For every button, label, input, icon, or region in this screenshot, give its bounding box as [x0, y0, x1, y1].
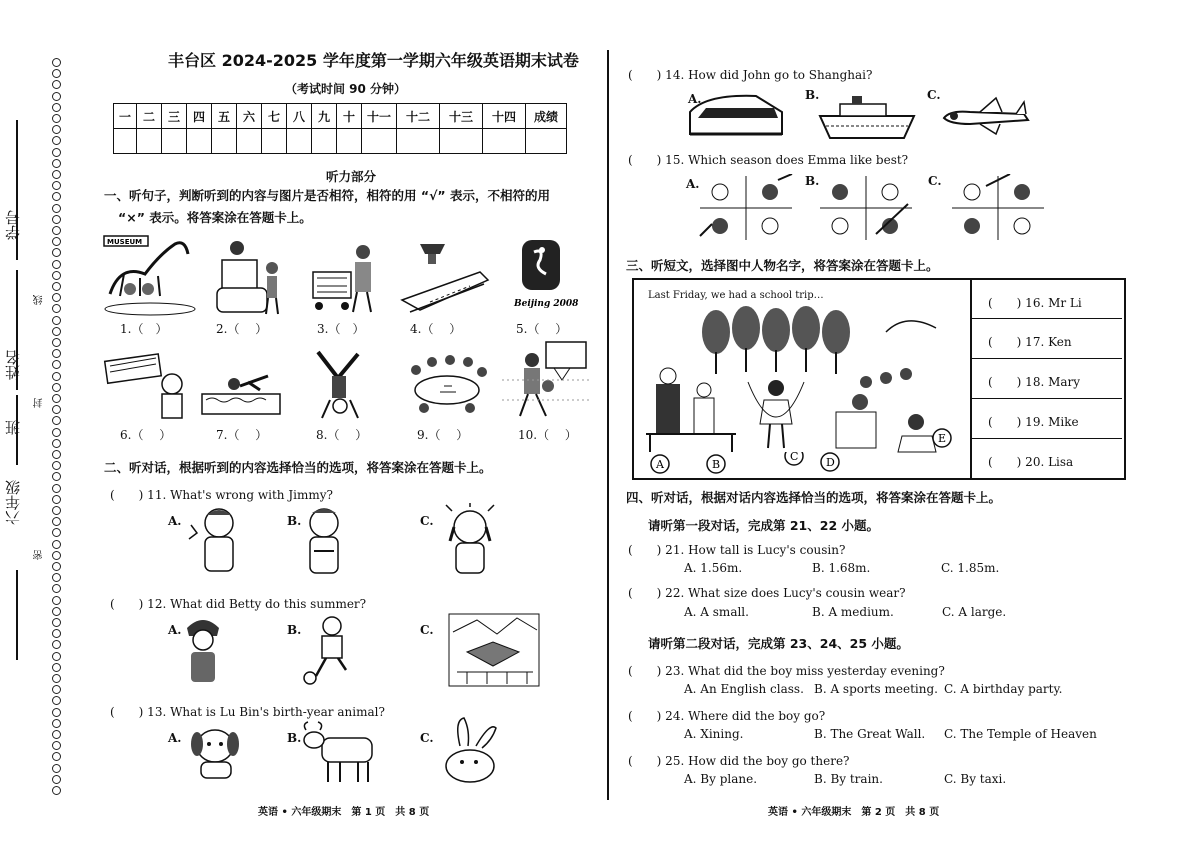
binding-hole [52, 58, 61, 67]
q11-backache-picture [185, 505, 247, 577]
q23-option-b[interactable]: B. A sports meeting. [814, 682, 938, 696]
q25-option-c[interactable]: C. By taxi. [944, 772, 1007, 786]
binding-hole [52, 775, 61, 784]
score-header-cell: 九 [312, 104, 337, 129]
basketball-picture [502, 340, 592, 422]
binding-hole [52, 204, 61, 213]
binding-hole [52, 517, 61, 526]
exam-duration: （考试时间 90 分钟） [285, 82, 407, 96]
s1-item-7[interactable]: 7.（ ） [216, 428, 268, 442]
score-entry-cell[interactable] [114, 129, 137, 154]
score-entry-cell[interactable] [212, 129, 237, 154]
score-entry-cell[interactable] [187, 129, 212, 154]
q15-seasons-b-picture [818, 174, 914, 242]
seal-seal-mark: 封 [34, 398, 45, 408]
score-entry-cell[interactable] [262, 129, 287, 154]
binding-hole [52, 528, 61, 537]
binding-hole [52, 136, 61, 145]
binding-hole [52, 506, 61, 515]
binding-hole [52, 271, 61, 280]
q24-option-b[interactable]: B. The Great Wall. [814, 727, 926, 741]
binding-hole [52, 484, 61, 493]
marker-a: A [656, 458, 664, 471]
marker-c: C [790, 452, 799, 463]
binding-hole [52, 304, 61, 313]
score-header-cell: 六 [237, 104, 262, 129]
binding-hole [52, 248, 61, 257]
q12-option-b[interactable]: B. [287, 623, 302, 637]
pharmacy-counter-picture [212, 238, 287, 316]
section3-instruction: 三、听短文，选择图中人物名字，将答案涂在答题卡上。 [626, 258, 939, 273]
q21-option-a[interactable]: A. 1.56m. [684, 561, 743, 575]
school-trip-markers [648, 452, 948, 476]
score-entry-cell[interactable] [237, 129, 262, 154]
binding-hole [52, 349, 61, 358]
binding-hole [52, 114, 61, 123]
page-divider [607, 50, 609, 800]
score-entry-cell[interactable] [526, 129, 567, 154]
binding-hole [52, 495, 61, 504]
score-entry-cell[interactable] [362, 129, 397, 154]
q13-rabbit-picture [440, 716, 500, 786]
q12-football-picture [302, 614, 360, 686]
score-header-cell: 五 [212, 104, 237, 129]
score-header-cell: 成绩 [526, 104, 567, 129]
q21-option-b[interactable]: B. 1.68m. [812, 561, 871, 575]
name-16-text: ( ) 16. Mr Li [988, 296, 1082, 310]
seal-secret-mark: 密 [34, 550, 45, 560]
id-label: 学号 [4, 210, 22, 240]
binding-hole [52, 69, 61, 78]
binding-hole [52, 618, 61, 627]
q22-option-c[interactable]: C. A large. [942, 605, 1007, 619]
s1-item-5[interactable]: 5.（ ） [516, 322, 568, 336]
score-entry-cell[interactable] [162, 129, 187, 154]
s1-item-10[interactable]: 10.（ ） [518, 428, 577, 442]
s1-item-3[interactable]: 3.（ ） [317, 322, 365, 336]
binding-hole [52, 226, 61, 235]
q12-option-a[interactable]: A. [168, 623, 182, 637]
binding-hole [52, 685, 61, 694]
section1-instruction-line2: “×” 表示。将答案涂在答题卡上。 [118, 210, 312, 225]
score-entry-cell[interactable] [312, 129, 337, 154]
s1-item-6[interactable]: 6.（ ） [120, 428, 172, 442]
binding-hole [52, 461, 61, 470]
name-label: 姓名 [4, 350, 22, 380]
binding-hole [52, 551, 61, 560]
binding-hole [52, 260, 61, 269]
binding-hole [52, 316, 61, 325]
score-entry-cell[interactable] [137, 129, 162, 154]
binding-hole [52, 181, 61, 190]
q13-ox-picture [300, 720, 380, 786]
grade-fill-line[interactable] [16, 570, 18, 660]
bus-stop-picture [100, 352, 190, 422]
q14-option-c[interactable]: C. [927, 88, 941, 102]
grade-label: 六年级 [4, 480, 22, 525]
q24-option-a[interactable]: A. Xining. [684, 727, 744, 741]
seal-line-mark: 线 [34, 295, 45, 305]
binding-hole [52, 730, 61, 739]
name-19-text: ( ) 19. Mike [988, 415, 1079, 429]
score-header-cell: 十二 [397, 104, 440, 129]
binding-hole [52, 338, 61, 347]
binding-hole [52, 439, 61, 448]
binding-hole [52, 383, 61, 392]
score-header-cell: 七 [262, 104, 287, 129]
q12-option-c[interactable]: C. [420, 623, 434, 637]
name-17-text: ( ) 17. Ken [988, 335, 1072, 349]
q24-option-c[interactable]: C. The Temple of Heaven [944, 727, 1097, 741]
binding-hole [52, 708, 61, 717]
marker-e: E [938, 432, 947, 445]
name-20-text: ( ) 20. Lisa [988, 455, 1074, 469]
q15-option-c[interactable]: C. [928, 174, 942, 188]
binding-hole [52, 584, 61, 593]
marker-d: D [826, 456, 835, 469]
score-header-cell: 十一 [362, 104, 397, 129]
q21-text[interactable]: ( ) 21. How tall is Lucy's cousin? [628, 543, 846, 557]
q12-text[interactable]: ( ) 12. What did Betty do this summer? [110, 597, 367, 611]
binding-hole [52, 80, 61, 89]
binding-hole [52, 125, 61, 134]
score-header-cell: 八 [287, 104, 312, 129]
q11-option-a[interactable]: A. [168, 514, 182, 528]
score-header-cell: 十四 [483, 104, 526, 129]
binding-hole [52, 103, 61, 112]
q14-option-a[interactable]: A. [688, 92, 702, 106]
q15-text[interactable]: ( ) 15. Which season does Emma like best? [628, 153, 909, 167]
binding-hole [52, 450, 61, 459]
score-entry-cell[interactable] [483, 129, 526, 154]
s1-item-2[interactable]: 2.（ ） [216, 322, 268, 336]
q11-text[interactable]: ( ) 11. What's wrong with Jimmy? [110, 488, 333, 502]
binding-hole [52, 360, 61, 369]
score-entry-cell[interactable] [337, 129, 362, 154]
binding-hole [52, 719, 61, 728]
q15-option-b[interactable]: B. [805, 174, 820, 188]
name-row-20[interactable] [972, 438, 1122, 479]
q14-ship-picture [818, 96, 918, 140]
dinosaur-museum-picture [100, 234, 200, 316]
q23-text[interactable]: ( ) 23. What did the boy miss yesterday evening? [628, 664, 945, 678]
marker-b: B [712, 458, 721, 471]
q25-text[interactable]: ( ) 25. How did the boy go there? [628, 754, 850, 768]
q12-opera-picture [183, 614, 223, 686]
high-speed-train-picture [400, 240, 490, 316]
binding-hole [52, 416, 61, 425]
binding-hole [52, 663, 61, 672]
section1-instruction-line1: 一、听句子，判断听到的内容与图片是否相符，相符的用 “√” 表示，不相符的用 [104, 188, 550, 203]
q23-option-c[interactable]: C. A birthday party. [944, 682, 1063, 696]
q13-option-b[interactable]: B. [287, 731, 302, 745]
binding-hole [52, 405, 61, 414]
q21-option-c[interactable]: C. 1.85m. [941, 561, 1000, 575]
binding-hole [52, 674, 61, 683]
q15-seasons-a-picture [698, 174, 794, 242]
section4-instruction: 四、听对话，根据对话内容选择恰当的选项，将答案涂在答题卡上。 [626, 490, 1002, 505]
name-row-17[interactable] [972, 318, 1122, 359]
q14-text[interactable]: ( ) 14. How did John go to Shanghai? [628, 68, 873, 82]
page1-footer: 英语 • 六年级期末 第 1 页 共 8 页 [258, 807, 430, 818]
beijing-2008-text: Beijing 2008 [514, 299, 579, 309]
q14-plane-picture [940, 96, 1030, 136]
q13-dog-picture [185, 720, 247, 782]
s1-item-8[interactable]: 8.（ ） [316, 428, 368, 442]
binding-hole [52, 540, 61, 549]
name-row-16[interactable] [972, 278, 1122, 318]
score-header-cell: 十 [337, 104, 362, 129]
score-header-cell: 十三 [440, 104, 483, 129]
school-trip-marker-e [930, 426, 954, 450]
score-entry-cell[interactable] [287, 129, 312, 154]
score-header-cell: 三 [162, 104, 187, 129]
q25-option-b[interactable]: B. By train. [814, 772, 883, 786]
binding-hole [52, 652, 61, 661]
museum-sign-text: MUSEUM [107, 238, 143, 246]
binding-hole [52, 607, 61, 616]
binding-hole [52, 562, 61, 571]
q22-option-b[interactable]: B. A medium. [812, 605, 894, 619]
school-trip-caption: Last Friday, we had a school trip… [648, 290, 824, 301]
binding-hole [52, 92, 61, 101]
q24-text[interactable]: ( ) 24. Where did the boy go? [628, 709, 826, 723]
binding-hole [52, 394, 61, 403]
binding-hole [52, 741, 61, 750]
handstand-picture [310, 348, 370, 422]
binding-hole [52, 696, 61, 705]
q14-option-b[interactable]: B. [805, 88, 820, 102]
binding-hole [52, 640, 61, 649]
score-header-cell: 四 [187, 104, 212, 129]
binding-hole [52, 573, 61, 582]
binding-hole [52, 596, 61, 605]
score-header-cell: 一 [114, 104, 137, 129]
binding-hole [52, 327, 61, 336]
score-entry-cell[interactable] [397, 129, 440, 154]
binding-hole [52, 428, 61, 437]
binding-hole [52, 372, 61, 381]
q11-headache-picture [440, 503, 500, 575]
q13-text[interactable]: ( ) 13. What is Lu Bin's birth-year animal? [110, 705, 385, 719]
s1-item-1[interactable]: 1.（ ） [120, 322, 168, 336]
listening-heading: 听力部分 [326, 169, 377, 184]
q11-stomachache-picture [300, 505, 348, 577]
binding-hole [52, 472, 61, 481]
q12-bridge-picture [447, 612, 542, 690]
family-dinner-picture [404, 346, 490, 422]
binding-hole [52, 764, 61, 773]
binding-hole [52, 282, 61, 291]
q15-option-a[interactable]: A. [686, 177, 700, 191]
s1-item-9[interactable]: 9.（ ） [417, 428, 469, 442]
q13-option-a[interactable]: A. [168, 731, 182, 745]
section4-part2: 请听第二段对话，完成第 23、24、25 小题。 [648, 636, 909, 651]
section4-part1: 请听第一段对话，完成第 21、22 小题。 [648, 518, 879, 533]
q22-option-a[interactable]: A. A small. [684, 605, 749, 619]
score-table [113, 103, 567, 154]
binding-hole [52, 629, 61, 638]
binding-hole [52, 786, 61, 795]
shopping-cart-picture [305, 240, 385, 316]
q11-option-c[interactable]: C. [420, 514, 434, 528]
beijing-2008-logo-picture [510, 238, 590, 316]
binding-hole [52, 237, 61, 246]
name-18-text: ( ) 18. Mary [988, 375, 1081, 389]
binding-hole [52, 215, 61, 224]
score-entry-cell[interactable] [440, 129, 483, 154]
name-row-19[interactable] [972, 398, 1122, 439]
s1-item-4[interactable]: 4.（ ） [410, 322, 462, 336]
binding-hole [52, 752, 61, 761]
binding-hole [52, 293, 61, 302]
section2-instruction: 二、听对话，根据听到的内容选择恰当的选项，将答案涂在答题卡上。 [104, 460, 492, 475]
name-row-18[interactable] [972, 358, 1122, 399]
score-header-cell: 二 [137, 104, 162, 129]
swimming-picture [198, 366, 288, 422]
class-label: 班 [4, 420, 22, 435]
q22-text[interactable]: ( ) 22. What size does Lucy's cousin wear? [628, 586, 906, 600]
q25-option-a[interactable]: A. By plane. [684, 772, 758, 786]
q23-option-a[interactable]: A. An English class. [684, 682, 804, 696]
q15-seasons-c-picture [950, 174, 1046, 242]
binding-hole [52, 148, 61, 157]
q13-option-c[interactable]: C. [420, 731, 434, 745]
q14-train-picture [686, 92, 786, 140]
binding-hole [52, 159, 61, 168]
page2-footer: 英语 • 六年级期末 第 2 页 共 8 页 [768, 807, 940, 818]
binding-hole [52, 192, 61, 201]
binding-hole [52, 170, 61, 179]
q11-option-b[interactable]: B. [287, 514, 302, 528]
school-trip-scene [636, 302, 966, 472]
exam-title: 丰台区 2024-2025 学年度第一学期六年级英语期末试卷 [168, 51, 579, 70]
